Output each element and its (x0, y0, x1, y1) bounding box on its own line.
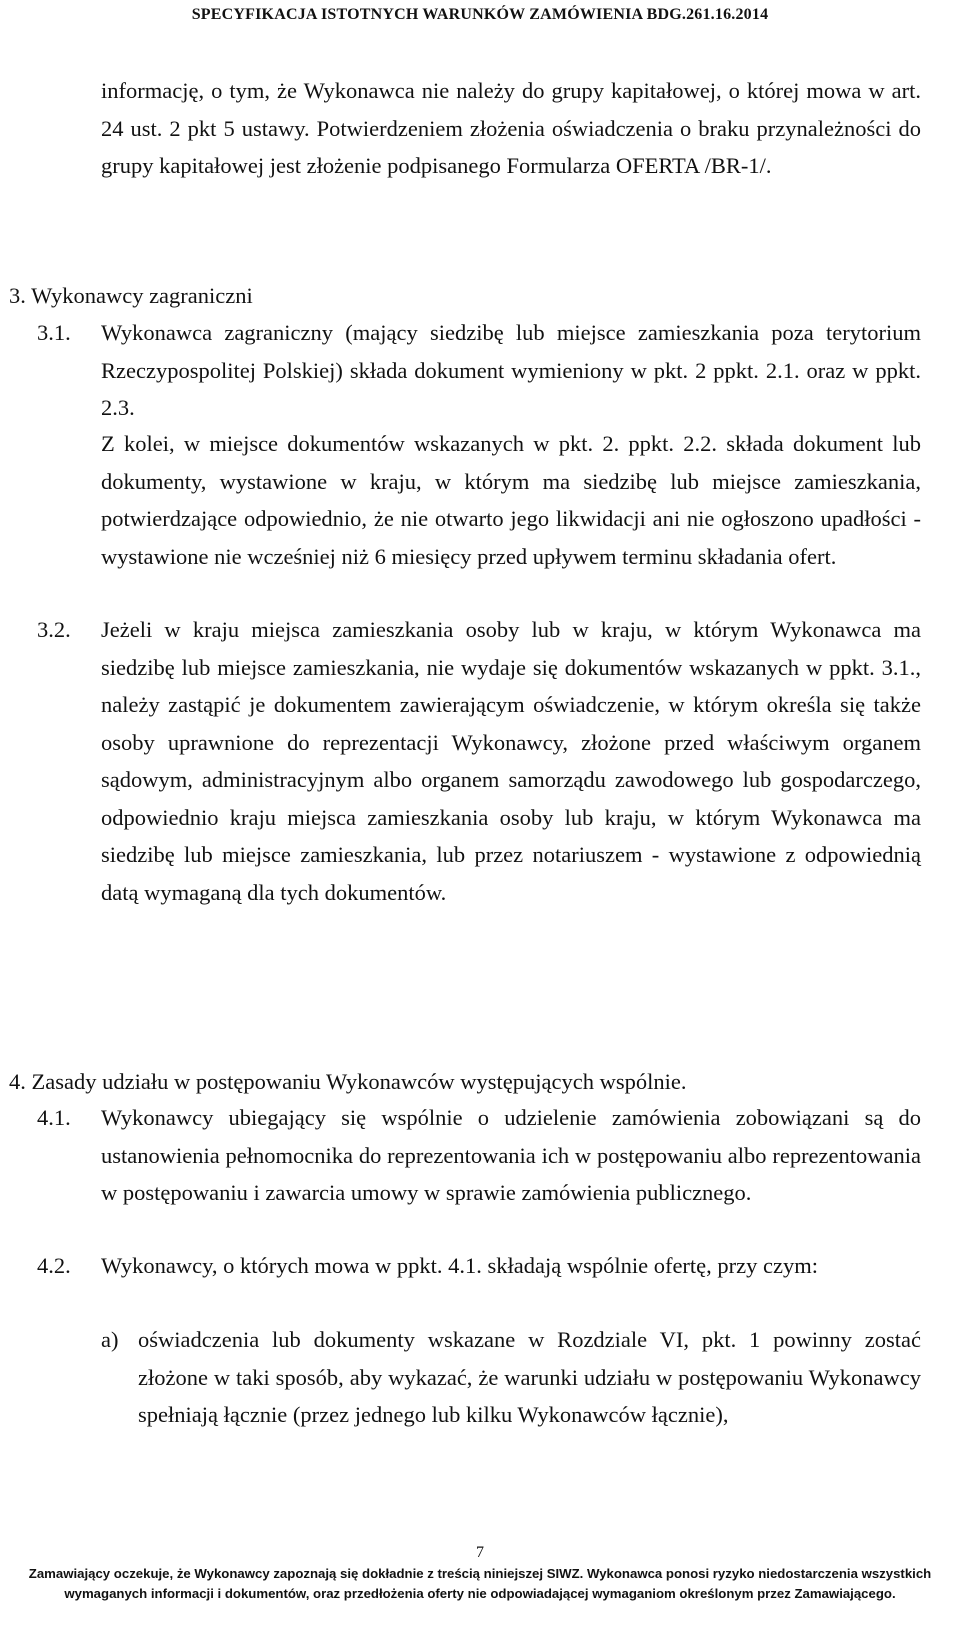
point-3-1-number: 3.1. (37, 320, 71, 345)
point-3-2-text: Jeżeli w kraju miejsca zamieszkania osoby lub w kraju, w którym Wykonawca ma siedzibę lub miejsce zamieszkania, nie wydaje się dokumentów wskazanych w ppkt. 3.1., należy zastąpić je dokumentem zawierającym oświadczenie, w którym określa się także osoby uprawnione do reprezentacji Wykonawcy, złożone przed właściwym organem sądowym, administracyjnym albo organem samorządu zawodowego lub gospodarczego, odpowiednio kraju miejsca zamieszkania osoby lub kraju, w którym Wykonawca ma siedzibę lub miejsce zamieszkania, lub przez notariuszem - wystawione z odpowiednią datą wymaganą dla tych dokumentów. (101, 617, 921, 905)
point-4-2-number: 4.2. (37, 1253, 71, 1278)
section-3-heading: 3. Wykonawcy zagraniczni (9, 283, 253, 308)
point-3-1-text: Wykonawca zagraniczny (mający siedzibę lub miejsce zamieszkania poza terytorium Rzeczypospolitej Polskiej) składa dokument wymieniony w pkt. 2 ppkt. 2.1. oraz w ppkt. 2.3. (101, 320, 921, 420)
footer-line-1: Zamawiający oczekuje, że Wykonawcy zapoznają się dokładnie z treścią niniejszej SIWZ. Wykonawca ponosi ryzyko niedostarczenia wszystkich (28, 1566, 932, 1581)
footer-line-2: wymaganych informacji i dokumentów, oraz przedłożenia oferty nie odpowiadającej wymaganiom określonym przez Zamawiającego. (64, 1586, 896, 1601)
page-footer (0, 1564, 960, 1604)
point-4-1-number: 4.1. (37, 1105, 71, 1130)
list-item-a-text: oświadczenia lub dokumenty wskazane w Rozdziale VI, pkt. 1 powinny zostać złożone w taki sposób, aby wykazać, że warunki udziału w postępowaniu Wykonawcy spełniają łącznie (przez jednego lub kilku Wykonawców łącznie), (138, 1327, 921, 1427)
intro-paragraph: informację, o tym, że Wykonawca nie należy do grupy kapitałowej, o której mowa w art. 24 ust. 2 pkt 5 ustawy. Potwierdzeniem złożenia oświadczenia o braku przynależności do grupy kapitałowej jest złożenie podpisanego Formularza OFERTA /BR-1/. (101, 78, 921, 178)
document-header: SPECYFIKACJA ISTOTNYCH WARUNKÓW ZAMÓWIENIA BDG.261.16.2014 (191, 6, 769, 23)
page-number: 7 (476, 1544, 484, 1561)
section-4-heading: 4. Zasady udziału w postępowaniu Wykonawców występujących wspólnie. (9, 1069, 687, 1094)
point-3-1-text-continued: Z kolei, w miejsce dokumentów wskazanych w pkt. 2. ppkt. 2.2. składa dokument lub dokumenty, wystawione w kraju, w którym ma siedzibę lub miejsce zamieszkania, potwierdzające odpowiednio, że nie otwarto jego likwidacji ani nie ogłoszono upadłości - wystawione nie wcześniej niż 6 miesięcy przed upływem terminu składania ofert. (101, 431, 921, 569)
point-4-2-text: Wykonawcy, o których mowa w ppkt. 4.1. składają wspólnie ofertę, przy czym: (101, 1253, 818, 1278)
list-item-a-label: a) (101, 1327, 119, 1352)
point-4-1-text: Wykonawcy ubiegający się wspólnie o udzielenie zamówienia zobowiązani są do ustanowienia pełnomocnika do reprezentowania ich w postępowaniu albo reprezentowania w postępowaniu i zawarcia umowy w sprawie zamówienia publicznego. (101, 1105, 921, 1205)
point-3-2-number: 3.2. (37, 617, 71, 642)
